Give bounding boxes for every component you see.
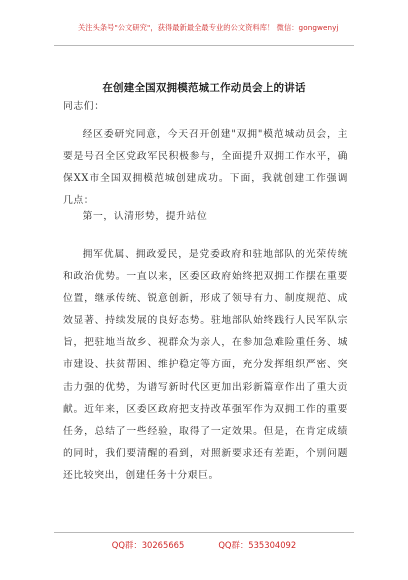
promo-banner: 关注头条号"公文研究"，获得最新最全最专业的公文资料库！ 微信：gongwenyj xyxy=(78,23,339,32)
paragraph-1: 经区委研究同意，今天召开创建"双拥"模范城动员会，主要是号召全区党政军民积极参与，全面提升双拥工作水平，确保XX市全国双拥模范城创建成功。下面，我就创建工作强调几点： xyxy=(63,129,348,207)
qq-group-1: QQ群：30265665 xyxy=(111,540,185,550)
document-title: 在创建全国双拥模范城工作动员会上的讲话 xyxy=(102,82,306,94)
section-heading-1: 第一，认清形势，提升站位 xyxy=(82,211,208,222)
footer-divider xyxy=(54,532,354,533)
header-divider xyxy=(54,45,354,46)
qq-group-2: QQ群：535304092 xyxy=(218,540,297,550)
salutation: 同志们： xyxy=(63,101,105,112)
paragraph-2: 拥军优属、拥政爱民，是党委政府和驻地部队的光荣传统和政治优势。一直以来，区委区政府始终把双拥工作摆在重要位置，继承传统、锐意创新，形成了领导有力、制度规范、成效显著、持续发展的良好态势。驻地部队始终践行人民军队宗旨，把驻地当故乡、视群众为亲人，在参加急难险重任务、城市建设、扶贫帮困、维护稳定等方面，充分发挥组织严密、突击力强的优势，为谱写新时代区更加出彩新篇章作出了重大贡献。近年来，区委区政府把支持改革强军作为双拥工作的重要任务，总结了一些经验，取得了一定效果。但是，在肯定成绩的同时，我们要清醒的看到，对照新要求还有差距，个别问题还比较突出，创建任务十分艰巨。 xyxy=(63,249,348,481)
footer xyxy=(0,539,408,551)
